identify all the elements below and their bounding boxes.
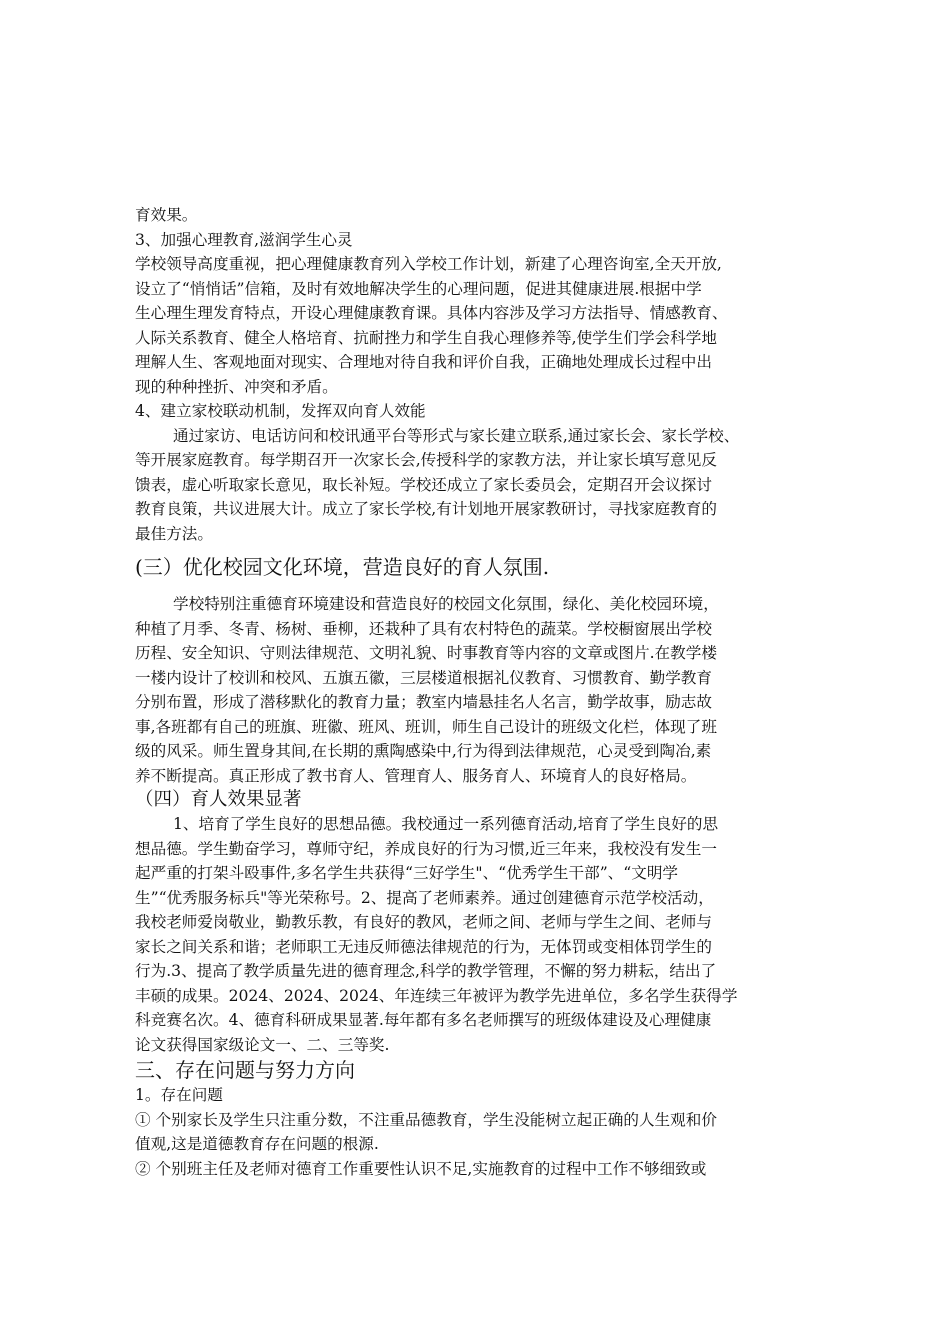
text-line: 种植了月季、冬青、杨树、垂柳，还栽种了具有农村特色的蔬菜。学校橱窗展出学校	[135, 619, 712, 638]
text-line: 设立了“悄悄话”信箱，及时有效地解决学生的心理问题，促进其健康进展.根据中学	[135, 279, 702, 298]
text-line: 学校领导高度重视，把心理健康教育列入学校工作计划，新建了心理咨询室,全天开放,	[135, 255, 722, 273]
text-line: 事,各班都有自己的班旗、班徽、班风、班训，师生自己设计的班级文化栏，体现了班	[135, 717, 717, 736]
text-line: 分别布置，形成了潜移默化的教育力量；教室内墙悬挂名人名言，勤学故事，励志故	[135, 693, 712, 711]
text-line: ② 个别班主任及老师对德育工作重要性认识不足,实施教育的过程中工作不够细致或	[135, 1159, 707, 1178]
subsection-heading: 4、建立家校联动机制，发挥双向育人效能	[135, 402, 426, 420]
text-line: 通过家访、电话访问和校讯通平台等形式与家长建立联系,通过家长会、家长学校、	[173, 426, 740, 445]
text-line: 一楼内设计了校训和校风、五旗五徽，三层楼道根据礼仪教育、习惯教育、勤学教育	[135, 668, 712, 687]
text-line: 行为.3、提高了教学质量先进的德育理念,科学的教学管理，不懈的努力耕耘，结出了	[135, 962, 717, 980]
text-line: 论文获得国家级论文一、二、三等奖.	[135, 1035, 390, 1054]
text-line: 现的种种挫折、冲突和矛盾。	[135, 377, 338, 396]
text-line: 家长之间关系和谐；老师职工无违反师德法律规范的行为，无体罚或变相体罚学生的	[135, 937, 712, 956]
text-line: 育效果。	[135, 206, 198, 224]
text-line: 我校老师爱岗敬业，勤教乐教，有良好的教风，老师之间、老师与学生之间、老师与	[135, 913, 712, 931]
subsection-heading: 3、加强心理教育,滋润学生心灵	[135, 230, 353, 249]
subsection-heading: 1。存在问题	[135, 1086, 223, 1104]
part-3-heading: 三、存在问题与努力方向	[135, 1058, 355, 1082]
text-line: 起严重的打架斗殴事件,多名学生共获得“三好学生"、“优秀学生干部”、“文明学	[135, 864, 679, 882]
text-line: 馈表，虚心听取家长意见，取长补短。学校还成立了家长委员会，定期召开会议探讨	[135, 475, 712, 494]
text-line: 历程、安全知识、守则法律规范、文明礼貌、时事教育等内容的文章或图片.在教学楼	[135, 644, 717, 662]
text-line: 丰硕的成果。2024、2024、2024、年连续三年被评为教学先进单位，多名学生获得学	[135, 986, 738, 1005]
text-line: 等开展家庭教育。每学期召开一次家长会,传授科学的家教方法，并让家长填写意见反	[135, 451, 717, 469]
section-3-heading: (三）优化校园文化环境，营造良好的育人氛围.	[135, 555, 550, 579]
text-line: ① 个别家长及学生只注重分数，不注重品德教育，学生没能树立起正确的人生观和价	[135, 1110, 717, 1129]
text-line: 生”“优秀服务标兵"等光荣称号。2、提高了老师素养。通过创建德育示范学校活动，	[135, 888, 714, 907]
text-line: 科竞赛名次。4、德育科研成果显著.每年都有多名老师撰写的班级体建设及心理健康	[135, 1011, 712, 1029]
section-4-heading: （四）育人效果显著	[135, 789, 302, 810]
text-line: 值观,这是道德教育存在问题的根源.	[135, 1135, 379, 1153]
text-line: 人际关系教育、健全人格培育、抗耐挫力和学生自我心理修养等,使学生们学会科学地	[135, 328, 717, 347]
text-line: 级的风采。师生置身其间,在长期的熏陶感染中,行为得到法律规范，心灵受到陶冶,素	[135, 742, 712, 760]
text-line: 养不断提高。真正形成了教书育人、管理育人、服务育人、环境育人的良好格局。	[135, 766, 697, 785]
spacer	[135, 584, 863, 592]
document-body	[135, 203, 863, 1181]
text-line: 想品德。学生勤奋学习，尊师守纪，养成良好的行为习惯,近三年来，我校没有发生一	[135, 839, 717, 858]
text-line: 理解人生、客观地面对现实、合理地对待自我和评价自我，正确地处理成长过程中出	[135, 353, 712, 371]
text-line: 最佳方法。	[135, 524, 213, 543]
text-line: 教育良策，共议进展大计。成立了家长学校,有计划地开展家教研讨，寻找家庭教育的	[135, 500, 717, 518]
text-line: 学校特别注重德育环境建设和营造良好的校园文化氛围，绿化、美化校园环境，	[173, 595, 719, 613]
text-line: 1、培育了学生良好的思想品德。我校通过一系列德育活动,培育了学生良好的思	[173, 815, 719, 833]
text-line: 生心理生理发育特点，开设心理健康教育课。具体内容涉及学习方法指导、情感教育、	[135, 304, 728, 322]
